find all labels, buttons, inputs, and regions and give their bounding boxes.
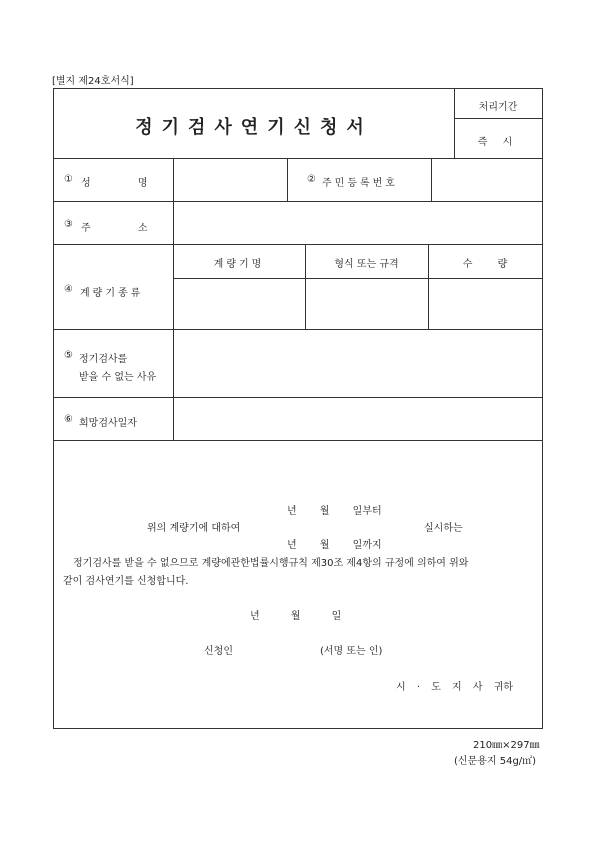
field-number-5: ⑤ xyxy=(64,350,73,361)
paper-size: 210㎜×297㎜ xyxy=(473,740,540,751)
rule-row5 xyxy=(54,397,542,398)
desired-date-label: 희망검사일자 xyxy=(79,418,137,429)
address-label: 주 소 xyxy=(81,223,148,234)
rule-label-column xyxy=(173,158,174,440)
applicant-label: 신청인 xyxy=(204,646,233,657)
instrument-spec-header: 형식 또는 규격 xyxy=(334,259,399,270)
instrument-type-label: 계량기종류 xyxy=(80,288,144,299)
rule-row6 xyxy=(54,440,542,441)
from-date: 년 월 일부터 xyxy=(287,506,382,517)
paper-type: (신문용지 54g/㎡) xyxy=(454,756,537,767)
rule-id-label xyxy=(431,158,432,201)
rule-row2 xyxy=(54,244,542,245)
field-number-2: ② xyxy=(307,174,316,185)
form-number-label: [별지 제24호서식] xyxy=(52,76,134,87)
recipient: 시 · 도 지 사 귀하 xyxy=(396,682,514,693)
name-label: 성 명 xyxy=(81,178,148,189)
processing-period-label: 처리기간 xyxy=(478,102,518,113)
processing-period-value: 즉 시 xyxy=(477,137,519,148)
rule-row4 xyxy=(54,329,542,330)
reason-label-line1: 정기검사를 xyxy=(79,354,128,365)
rule-processing xyxy=(454,118,542,119)
request-sentence-line1: 정기검사를 받을 수 없으므로 계량에관한법률시행규칙 제30조 제4항의 규정에 의하여 위와 xyxy=(73,558,469,569)
instrument-quantity-header: 수 량 xyxy=(462,259,508,270)
application-form xyxy=(53,88,543,729)
application-date: 년 월 일 xyxy=(250,611,342,622)
instrument-name-header: 계량기명 xyxy=(213,259,265,270)
scheduled-text: 실시하는 xyxy=(424,523,463,534)
field-number-1: ① xyxy=(64,174,73,185)
field-number-4: ④ xyxy=(64,284,73,295)
rule-row1 xyxy=(54,201,542,202)
form-title: 정기검사연기신청서 xyxy=(135,117,373,138)
request-sentence-line2: 같이 검사연기를 신청합니다. xyxy=(63,576,189,587)
id-number-label: 주민등록번호 xyxy=(322,178,398,189)
rule-name-value xyxy=(287,158,288,201)
reason-label-line2: 받을 수 없는 사유 xyxy=(79,372,157,383)
rule-header-bottom xyxy=(54,158,542,159)
instrument-phrase: 위의 계량기에 대하여 xyxy=(147,523,241,534)
to-date: 년 월 일까지 xyxy=(287,540,382,551)
field-number-3: ③ xyxy=(64,219,73,230)
field-number-6: ⑥ xyxy=(64,414,73,425)
rule-instrument-header xyxy=(173,278,542,279)
signature-note: (서명 또는 인) xyxy=(320,646,383,657)
